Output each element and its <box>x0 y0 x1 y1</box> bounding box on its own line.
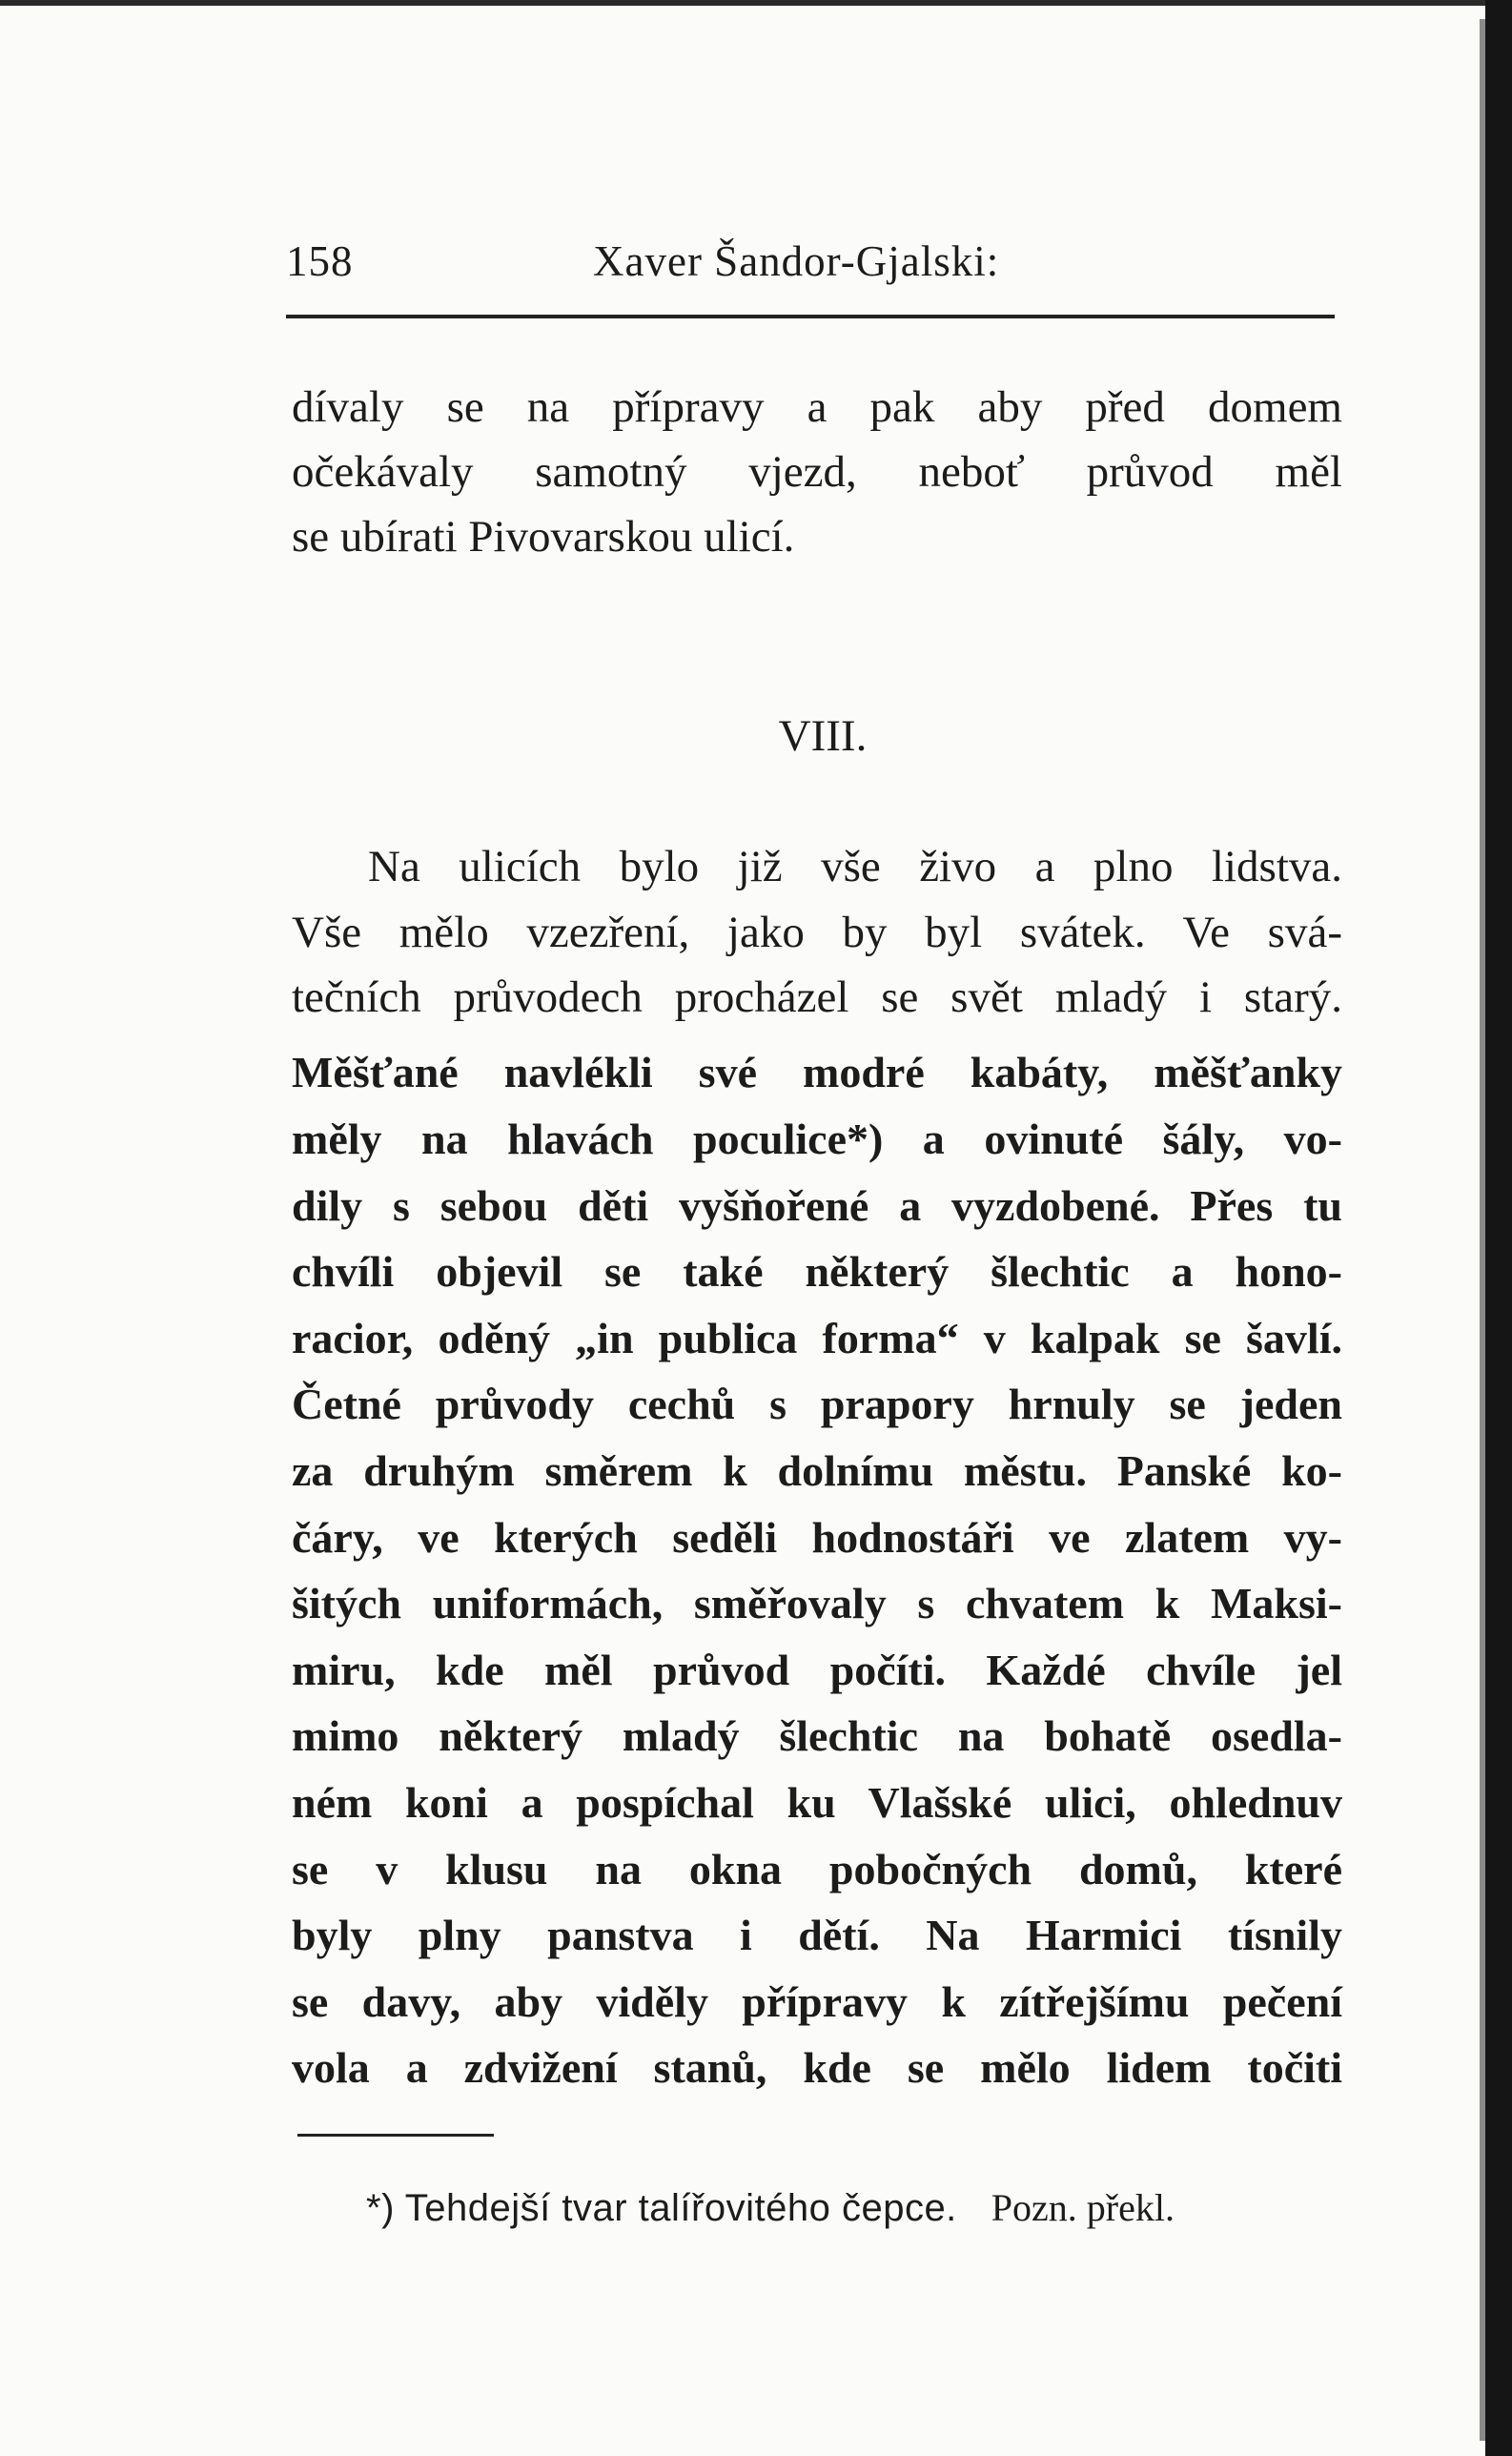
translator-note: Pozn. překl. <box>991 2186 1175 2229</box>
text-line: byly plny panstva i dětí. Na Harmici tísnily <box>292 1911 1342 1959</box>
text-line: chvíli objevil se také některý šlechtic a hono- <box>292 1247 1342 1296</box>
scan-edge-top <box>0 0 1512 6</box>
text-line: Na ulicích bylo již vše živo a plno lidstva. <box>368 842 1342 891</box>
text-line: čáry, ve kterých seděli hodnostáři ve zlatem vy- <box>292 1513 1342 1562</box>
text-line: očekávaly samotný vjezd, neboť průvod měl <box>292 447 1342 497</box>
text-line: šitých uniformách, směřovaly s chvatem k Maksi- <box>292 1579 1342 1627</box>
text-line: Měšťané navlékli své modré kabáty, měšťanky <box>292 1048 1342 1096</box>
text-line: mimo některý mladý šlechtic na bohatě osedla- <box>292 1711 1342 1760</box>
header-rule <box>286 315 1335 318</box>
text-line: se davy, aby viděly přípravy k zítřejšímu pečení <box>292 1977 1342 2026</box>
text-line: se v klusu na okna pobočných domů, které <box>292 1845 1342 1893</box>
text-line: měly na hlavách poculice*) a ovinuté šály, vo- <box>292 1115 1342 1163</box>
page-number: 158 <box>286 237 354 285</box>
running-title: Xaver Šandor-Gjalski: <box>593 237 1000 285</box>
footnote-text: *) Tehdejší tvar talířovitého čepce. <box>366 2187 957 2229</box>
text-line: za druhým směrem k dolnímu městu. Panské ko- <box>292 1446 1342 1495</box>
text-line: se ubírati Pivovarskou ulicí. <box>292 512 795 562</box>
text-line: dívaly se na přípravy a pak aby před domem <box>292 382 1342 432</box>
footnote-rule <box>297 2134 494 2137</box>
text-line: Vše mělo vzezření, jako by byl svátek. Ve svá- <box>292 908 1342 957</box>
text-line: dily s sebou děti vyšňořené a vyzdobené. Přes tu <box>292 1181 1342 1230</box>
text-line: ném koni a pospíchal ku Vlašské ulici, ohlednuv <box>292 1778 1342 1827</box>
section-heading: VIII. <box>778 711 868 761</box>
text-line: miru, kde měl průvod počíti. Každé chvíle jel <box>292 1646 1342 1694</box>
scan-edge-right <box>1485 0 1512 2456</box>
text-line: vola a zdvižení stanů, kde se mělo lidem točiti <box>292 2043 1342 2092</box>
page-header <box>286 236 1344 294</box>
text-line: tečních průvodech procházel se svět mladý i starý. <box>292 972 1342 1022</box>
text-line: racior, oděný „in publica forma“ v kalpak se šavlí. <box>292 1314 1342 1362</box>
footnote <box>366 2185 1319 2230</box>
text-line: Četné průvody cechů s prapory hrnuly se jeden <box>292 1380 1342 1428</box>
